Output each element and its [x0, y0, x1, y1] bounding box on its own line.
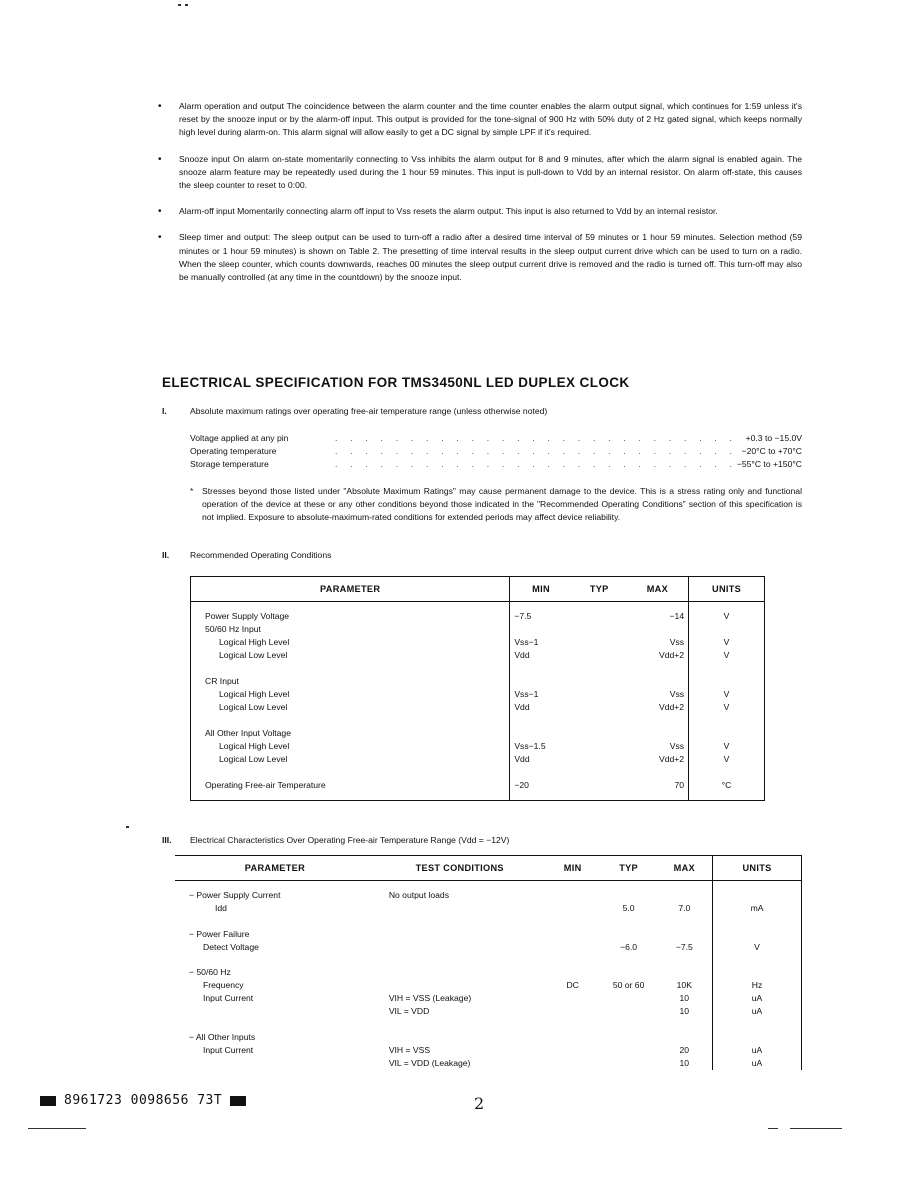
cell-units: °C: [689, 779, 765, 801]
dot-leader: . . . . . . . . . . . . . . . . . . . . . . . . . . .: [335, 433, 738, 443]
cell-units: V: [689, 701, 765, 714]
table-row: [191, 662, 765, 675]
cell-typ: [601, 1044, 657, 1057]
cell-units: [713, 1018, 802, 1031]
cell-min: Vss−1: [510, 688, 572, 701]
cell-max: [657, 966, 713, 979]
cell-max: [627, 714, 689, 727]
cell-typ: [572, 662, 627, 675]
cell-typ: [572, 727, 627, 740]
cell-min: [545, 1044, 601, 1057]
cell-typ: [572, 688, 627, 701]
cell-typ: [572, 623, 627, 636]
cell-units: [713, 1031, 802, 1044]
cell-max: [657, 915, 713, 928]
cell-min: [545, 966, 601, 979]
table-row: [175, 1005, 802, 1018]
bullet-alarm-output: • Alarm operation and output The coincidence between the alarm counter and the time counter enables the alarm output signal, which continues for 1:59 unless it's reset by the snooze input or by the alarm-off input. This output is provided for the tone-signal of 900 Hz with 50% duty of 2 Hz gated signal, which keeps normally high level during alarm-on. This alarm signal will allow easily to get a DC signal by simple LPF if it's required.: [158, 101, 802, 138]
cell-max: [657, 881, 713, 902]
cell-max: 7.0: [678, 902, 691, 913]
cell-units: V: [689, 649, 765, 662]
section-3-title: III. Electrical Characteristics Over Operating Free-air Temperature Range (Vdd = −12V): [162, 835, 510, 845]
cell-units: uA: [713, 1057, 802, 1070]
cell-typ: [601, 915, 657, 928]
cell-units: V: [689, 753, 765, 766]
cell-parameter: All Other Input Voltage: [205, 728, 291, 738]
cell-units: [689, 766, 765, 779]
table-row: [175, 928, 802, 941]
cell-parameter: − 50/60 Hz: [189, 967, 231, 978]
cell-min: Vdd: [510, 701, 572, 714]
bullet-alarm-off-input: • Alarm-off input Momentarily connecting alarm off input to Vss resets the alarm output. This input is also returned to Vdd by an internal resistor.: [158, 206, 718, 218]
cell-typ: [601, 1018, 657, 1031]
col-header-min: MIN: [545, 856, 601, 881]
cell-test-conditions: [375, 979, 545, 992]
cell-max: Vss: [669, 689, 685, 699]
cell-max: [627, 727, 689, 740]
scan-speck: [185, 4, 188, 6]
black-bar-mark: [40, 1096, 56, 1106]
cell-parameter: [191, 662, 510, 675]
cell-typ: [572, 740, 627, 753]
cell-typ: [572, 766, 627, 779]
cell-typ: [572, 779, 627, 801]
cell-typ: [601, 954, 657, 967]
col-header-units: UNITS: [689, 577, 765, 602]
cell-test-conditions: [375, 1018, 545, 1031]
cell-typ: −6.0: [620, 941, 638, 952]
scan-speck: [178, 4, 181, 6]
cell-typ: [572, 649, 627, 662]
cell-units: V: [689, 602, 765, 624]
cell-parameter: [175, 1018, 375, 1031]
cell-min: [510, 714, 572, 727]
cell-min: [545, 1018, 601, 1031]
cell-parameter: [175, 1057, 375, 1070]
table-row: [191, 779, 765, 801]
col-header-test-conditions: TEST CONDITIONS: [375, 856, 545, 881]
cell-units: [713, 954, 802, 967]
cell-test-conditions: [375, 1031, 545, 1044]
cell-max: [657, 928, 713, 941]
table-row: [191, 623, 765, 636]
table-row: [191, 766, 765, 779]
table-header-row: [175, 856, 802, 881]
cell-parameter: Logical High Level: [219, 741, 290, 751]
cell-units: [689, 623, 765, 636]
cell-test-conditions: VIH = VSS: [388, 1044, 431, 1055]
table-row: [191, 636, 765, 649]
cell-typ: 5.0: [622, 902, 635, 913]
cell-min: [545, 1005, 601, 1018]
cell-test-conditions: VIH = VSS (Leakage): [388, 993, 472, 1004]
table-row: [191, 675, 765, 688]
cell-units: V: [713, 941, 802, 954]
cell-min: Vss−1: [510, 636, 572, 649]
table-row: [175, 902, 802, 915]
cell-min: [510, 727, 572, 740]
cell-max: [627, 675, 689, 688]
table-row: [191, 740, 765, 753]
cell-max: −7.5: [675, 941, 693, 952]
table-body: [175, 881, 802, 1070]
cell-min: [545, 992, 601, 1005]
table-row: [175, 941, 802, 954]
document-code: 8961723 0098656 73T: [32, 1093, 254, 1108]
table-row: [191, 649, 765, 662]
cell-units: uA: [713, 992, 802, 1005]
cell-min: [510, 623, 572, 636]
cell-units: [713, 966, 802, 979]
table-row: [191, 602, 765, 624]
cell-typ: [601, 881, 657, 902]
col-header-typ: TYP: [572, 577, 627, 602]
cell-typ: [601, 966, 657, 979]
cell-parameter: 50/60 Hz Input: [205, 624, 261, 634]
col-header-max: MAX: [657, 856, 713, 881]
rating-row: Storage temperature . . . . . . . . . . . . . . . . . . . . . . . . . . . −55°C to +150°C: [190, 459, 802, 469]
col-header-parameter: PARAMETER: [191, 577, 510, 602]
col-header-units: UNITS: [713, 856, 802, 881]
cell-typ: [572, 701, 627, 714]
cell-units: uA: [713, 1005, 802, 1018]
section-heading: ELECTRICAL SPECIFICATION FOR TMS3450NL LED DUPLEX CLOCK: [162, 375, 630, 390]
table-row: [175, 992, 802, 1005]
cell-units: V: [689, 636, 765, 649]
stress-note: * Stresses beyond those listed under "Absolute Maximum Ratings" may cause permanent damage to the device. This is a stress rating only and functional operation of the device at these or any other conditions beyond those indicated in the "Recommended Operating Conditions" section of this specification is not implied. Exposure to absolute-maximum-rated conditions for extended periods may affect device reliability.: [190, 486, 802, 522]
table-body: [191, 602, 765, 801]
cell-units: [689, 675, 765, 688]
section-1-title: I. Absolute maximum ratings over operating free-air temperature range (unless otherwise noted): [162, 406, 548, 416]
cell-parameter: Input Current: [203, 993, 254, 1004]
cell-max: Vdd+2: [659, 702, 685, 712]
cell-max: [627, 766, 689, 779]
cell-min: [545, 902, 601, 915]
cell-parameter: Logical Low Level: [219, 650, 288, 660]
cell-min: [510, 766, 572, 779]
cell-min: [545, 1031, 601, 1044]
cell-units: Hz: [713, 979, 802, 992]
cell-min: [545, 954, 601, 967]
dot-leader: . . . . . . . . . . . . . . . . . . . . . . . . . . .: [335, 446, 738, 456]
cell-typ: [601, 992, 657, 1005]
table-row: [191, 714, 765, 727]
cell-test-conditions: [375, 941, 545, 954]
cell-units: [689, 714, 765, 727]
cell-max: 70: [674, 780, 685, 790]
cell-typ: 50 or 60: [612, 980, 645, 991]
footer-rule: [768, 1128, 778, 1129]
cell-parameter: Idd: [215, 902, 227, 913]
cell-parameter: Operating Free-air Temperature: [205, 780, 326, 790]
cell-typ: [572, 714, 627, 727]
cell-max: Vss: [669, 741, 685, 751]
col-header-min: MIN: [510, 577, 572, 602]
cell-typ: [601, 1005, 657, 1018]
cell-parameter: Logical High Level: [219, 637, 290, 647]
section-2-title: II. Recommended Operating Conditions: [162, 550, 332, 560]
rating-row: Voltage applied at any pin . . . . . . . . . . . . . . . . . . . . . . . . . . . +0.3 to −15.0V: [190, 433, 802, 443]
cell-max: Vdd+2: [659, 650, 685, 660]
rating-row: Operating temperature . . . . . . . . . . . . . . . . . . . . . . . . . . . −20°C to +70°C: [190, 446, 802, 456]
cell-min: [545, 928, 601, 941]
cell-min: [545, 1057, 601, 1070]
cell-typ: [572, 602, 627, 624]
cell-units: [689, 662, 765, 675]
cell-min: [545, 881, 601, 902]
cell-units: [713, 928, 802, 941]
cell-test-conditions: [375, 902, 545, 915]
cell-parameter: [175, 1005, 375, 1018]
cell-parameter: Logical Low Level: [219, 754, 288, 764]
cell-parameter: − Power Supply Current: [189, 890, 281, 900]
table-row: [175, 1057, 802, 1070]
table-row: [191, 701, 765, 714]
table-row: [175, 915, 802, 928]
cell-parameter: Frequency: [203, 980, 244, 991]
table-row: [175, 881, 802, 902]
electrical-characteristics-table: [175, 855, 802, 1070]
cell-units: V: [689, 740, 765, 753]
cell-min: [545, 915, 601, 928]
table-row: [175, 1044, 802, 1057]
cell-units: [689, 727, 765, 740]
cell-max: 20: [679, 1044, 690, 1055]
table-row: [191, 727, 765, 740]
table-header-row: [191, 577, 765, 602]
page-number: 2: [474, 1094, 485, 1113]
cell-parameter: CR Input: [205, 676, 239, 686]
cell-units: [713, 915, 802, 928]
cell-min: [545, 941, 601, 954]
cell-max: 10K: [676, 980, 692, 991]
cell-test-conditions: VIL = VDD: [388, 1006, 430, 1017]
cell-max: −14: [669, 611, 685, 621]
cell-units: V: [689, 688, 765, 701]
cell-min: [510, 675, 572, 688]
cell-test-conditions: [375, 915, 545, 928]
recommended-conditions-table: [190, 576, 765, 801]
col-header-typ: TYP: [601, 856, 657, 881]
cell-typ: [601, 928, 657, 941]
table-row: [175, 966, 802, 979]
cell-test-conditions: [375, 966, 545, 979]
cell-units: uA: [713, 1044, 802, 1057]
cell-min: [510, 662, 572, 675]
cell-min: −20: [510, 779, 572, 801]
cell-typ: [572, 675, 627, 688]
cell-units: [713, 881, 802, 902]
cell-parameter: [191, 714, 510, 727]
bullet-snooze-input: • Snooze input On alarm on-state momentarily connecting to Vss inhibits the alarm output for 8 and 9 minutes, after which the alarm signal is enabled again. The snooze alarm feature may be repeatedly used during the 1 hour 59 minutes. This input is pull-down to Vdd by an internal resistor. On alarm off-state, this causes the sleep counter to reset to 0:00.: [158, 153, 802, 191]
cell-typ: [572, 636, 627, 649]
cell-typ: [601, 1057, 657, 1070]
cell-typ: [601, 1031, 657, 1044]
footer-rule: [28, 1128, 86, 1129]
black-bar-mark: [230, 1096, 246, 1106]
cell-min: −7.5: [510, 602, 572, 624]
table-row: [175, 1018, 802, 1031]
absolute-max-ratings: [190, 432, 802, 471]
cell-test-conditions: No output loads: [388, 890, 450, 900]
cell-parameter: [175, 915, 375, 928]
cell-parameter: Detect Voltage: [203, 941, 259, 952]
cell-parameter: − All Other Inputs: [189, 1031, 256, 1042]
cell-min: DC: [566, 980, 579, 991]
cell-test-conditions: [375, 954, 545, 967]
table-row: [191, 753, 765, 766]
cell-max: [627, 623, 689, 636]
cell-max: 10: [679, 993, 690, 1004]
table-row: [175, 979, 802, 992]
cell-min: Vdd: [510, 649, 572, 662]
cell-parameter: Input Current: [203, 1044, 254, 1055]
cell-min: Vdd: [510, 753, 572, 766]
dot-leader: . . . . . . . . . . . . . . . . . . . . . . . . . . .: [335, 459, 738, 469]
bullet-sleep-timer: • Sleep timer and output: The sleep output can be used to turn-off a radio after a desired time interval of 59 minutes or 1 hour 59 minutes. Selection method (59 minutes or 1 hour 59 minutes) is shown on Table 2. The presetting of time interval results in the sleep output current drive which can be used to turn on a radio. When the sleep counter, which counts downwards, reaches 00 minutes the sleep output current drive is removed and the radio is turned off. This turn-off may also be manually controlled (at any time in the countdown) by the snooze input.: [158, 232, 802, 283]
cell-parameter: [175, 954, 375, 967]
col-header-max: MAX: [627, 577, 689, 602]
cell-max: [627, 662, 689, 675]
cell-max: [657, 1031, 713, 1044]
table-row: [175, 1031, 802, 1044]
scan-speck: [126, 826, 129, 828]
cell-units: mA: [713, 902, 802, 915]
cell-max: [657, 954, 713, 967]
cell-parameter: Power Supply Voltage: [205, 611, 290, 621]
cell-max: Vss: [669, 637, 685, 647]
cell-parameter: Logical High Level: [219, 689, 290, 699]
cell-typ: [572, 753, 627, 766]
feature-bullets: [158, 100, 802, 297]
col-header-parameter: PARAMETER: [175, 856, 375, 881]
cell-min: Vss−1.5: [510, 740, 572, 753]
footer-rule: [790, 1128, 842, 1129]
cell-test-conditions: VIL = VDD (Leakage): [388, 1057, 471, 1068]
cell-max: 10: [679, 1057, 690, 1068]
table-row: [191, 688, 765, 701]
cell-max: 10: [679, 1006, 690, 1017]
cell-parameter: − Power Failure: [189, 928, 250, 939]
cell-parameter: Logical Low Level: [219, 702, 288, 712]
cell-max: Vdd+2: [659, 754, 685, 764]
cell-max: [657, 1018, 713, 1031]
cell-parameter: [191, 766, 510, 779]
table-row: [175, 954, 802, 967]
cell-test-conditions: [375, 928, 545, 941]
